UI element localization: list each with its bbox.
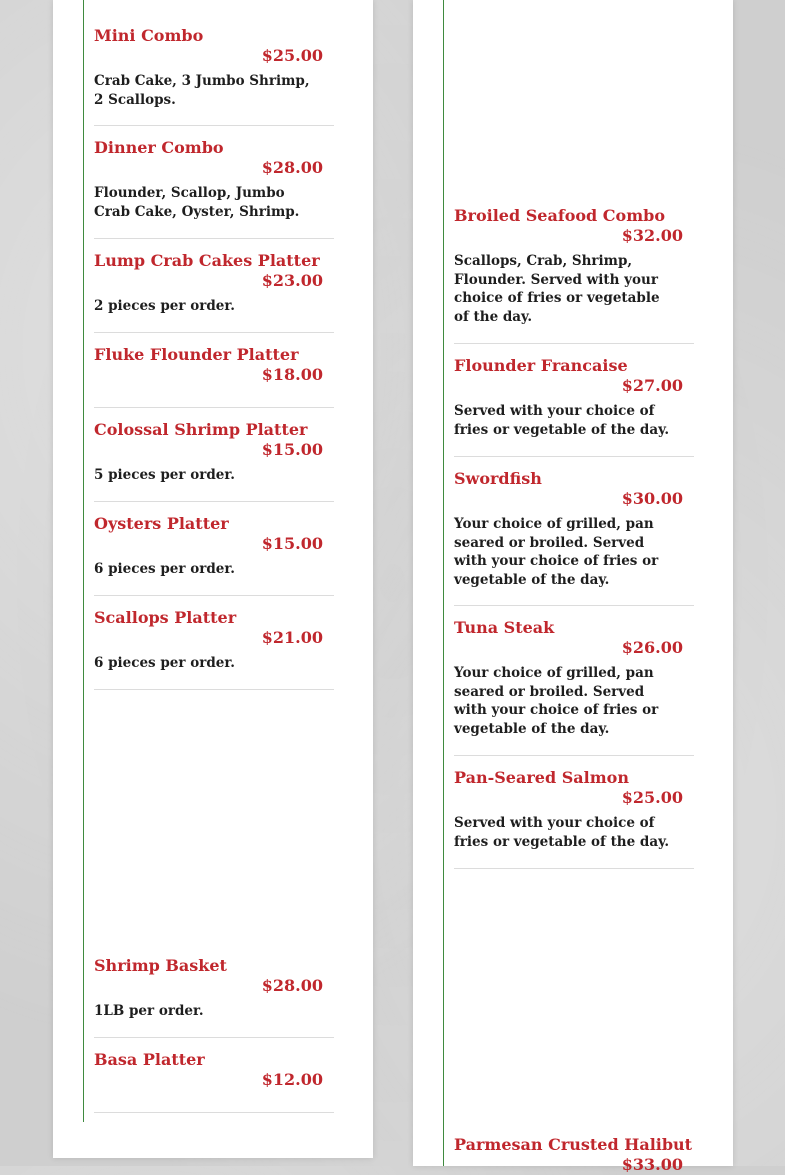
menu-item-price: $28.00 bbox=[261, 158, 323, 177]
divider bbox=[94, 332, 334, 333]
column-border-left bbox=[83, 0, 84, 1122]
menu-item[interactable] bbox=[94, 514, 334, 579]
menu-item[interactable] bbox=[94, 251, 334, 316]
menu-item-description: 6 pieces per order. bbox=[94, 561, 235, 577]
menu-item[interactable] bbox=[94, 138, 334, 221]
divider bbox=[94, 1112, 334, 1113]
menu-item-name: Shrimp Basket bbox=[94, 956, 227, 975]
divider bbox=[454, 755, 694, 756]
menu-item[interactable] bbox=[94, 420, 334, 485]
divider bbox=[94, 238, 334, 239]
menu-item[interactable] bbox=[454, 768, 694, 851]
divider bbox=[94, 125, 334, 126]
menu-item[interactable] bbox=[94, 345, 334, 385]
menu-item-name: Scallops Platter bbox=[94, 608, 237, 627]
menu-item-name: Basa Platter bbox=[94, 1050, 205, 1069]
menu-item-description: Flounder, Scallop, Jumbo Crab Cake, Oyster, Shrimp. bbox=[94, 185, 300, 220]
menu-item-name: Mini Combo bbox=[94, 26, 204, 45]
menu-item-description: 5 pieces per order. bbox=[94, 467, 235, 483]
menu-item-price: $12.00 bbox=[261, 1070, 323, 1089]
divider bbox=[94, 595, 334, 596]
menu-item-name: Dinner Combo bbox=[94, 138, 224, 157]
divider bbox=[94, 1037, 334, 1038]
menu-item[interactable] bbox=[454, 469, 694, 589]
menu-item-price: $15.00 bbox=[261, 440, 323, 459]
menu-item-name: Flounder Francaise bbox=[454, 356, 628, 375]
menu-item[interactable] bbox=[94, 1050, 334, 1090]
menu-item-name: Lump Crab Cakes Platter bbox=[94, 251, 320, 270]
divider bbox=[454, 868, 694, 869]
column-border-right bbox=[443, 0, 444, 1166]
menu-item-description: 1LB per order. bbox=[94, 1003, 204, 1019]
menu-item-price: $25.00 bbox=[261, 46, 323, 65]
menu-item-name: Parmesan Crusted Halibut bbox=[454, 1135, 693, 1154]
divider bbox=[94, 501, 334, 502]
menu-item[interactable] bbox=[454, 618, 694, 738]
menu-item-name: Oysters Platter bbox=[94, 514, 229, 533]
menu-item-name: Pan-Seared Salmon bbox=[454, 768, 629, 787]
menu-item-price: $27.00 bbox=[621, 376, 683, 395]
divider bbox=[454, 456, 694, 457]
menu-item-description: Your choice of grilled, pan seared or broiled. Served with your choice of fries or vegetable of the day. bbox=[454, 516, 659, 588]
menu-item-price: $15.00 bbox=[261, 534, 323, 553]
menu-item-price: $26.00 bbox=[621, 638, 683, 657]
menu-item-name: Broiled Seafood Combo bbox=[454, 206, 665, 225]
menu-item-name: Fluke Flounder Platter bbox=[94, 345, 299, 364]
menu-item[interactable] bbox=[94, 26, 334, 109]
menu-item-price: $28.00 bbox=[261, 976, 323, 995]
menu-item-price: $21.00 bbox=[261, 628, 323, 647]
menu-item-price: $33.00 bbox=[621, 1155, 683, 1174]
menu-item-description: 2 pieces per order. bbox=[94, 298, 235, 314]
menu-item-description: Served with your choice of fries or vegetable of the day. bbox=[454, 815, 670, 850]
menu-item[interactable] bbox=[94, 956, 334, 1021]
menu-item-name: Swordfish bbox=[454, 469, 542, 488]
menu-item-description: Served with your choice of fries or vegetable of the day. bbox=[454, 403, 670, 438]
menu-item-name: Colossal Shrimp Platter bbox=[94, 420, 308, 439]
menu-item-price: $32.00 bbox=[621, 226, 683, 245]
divider bbox=[94, 407, 334, 408]
menu-item-description: Scallops, Crab, Shrimp, Flounder. Served with your choice of fries or vegetable of the day. bbox=[454, 253, 660, 325]
menu-item-description: Crab Cake, 3 Jumbo Shrimp, 2 Scallops. bbox=[94, 73, 310, 108]
menu-item-price: $30.00 bbox=[621, 489, 683, 508]
divider bbox=[454, 343, 694, 344]
menu-item-price: $23.00 bbox=[261, 271, 323, 290]
menu-item-description: Your choice of grilled, pan seared or broiled. Served with your choice of fries or vegetable of the day. bbox=[454, 665, 659, 737]
menu-item-price: $18.00 bbox=[261, 365, 323, 384]
menu-item[interactable] bbox=[454, 1135, 694, 1175]
divider bbox=[94, 689, 334, 690]
divider bbox=[454, 605, 694, 606]
menu-item[interactable] bbox=[454, 206, 694, 326]
menu-item[interactable] bbox=[94, 608, 334, 673]
menu-item-name: Tuna Steak bbox=[454, 618, 555, 637]
menu-item-description: 6 pieces per order. bbox=[94, 655, 235, 671]
menu-item-price: $25.00 bbox=[621, 788, 683, 807]
menu-item[interactable] bbox=[454, 356, 694, 439]
